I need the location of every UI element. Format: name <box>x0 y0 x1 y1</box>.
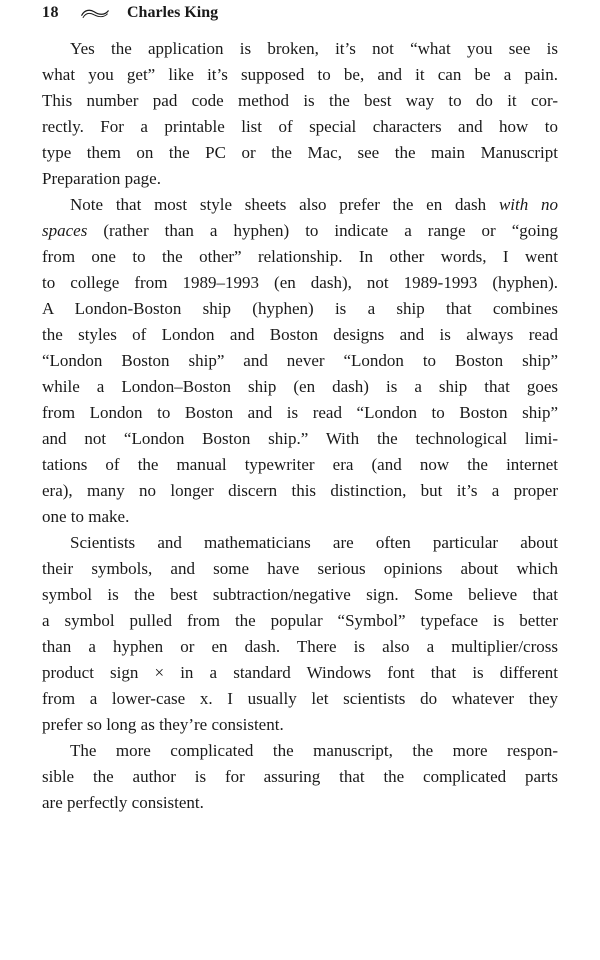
text-line: symbol is the best subtraction/negative sign. Some believe that <box>42 585 558 604</box>
text-line: The more complicated the manuscript, the more respon- <box>70 741 558 760</box>
paragraph <box>42 738 558 816</box>
text-line: while a London–Boston ship (en dash) is a ship that goes <box>42 377 558 396</box>
text-line: are perfectly consistent. <box>42 793 204 812</box>
text-line: Note that most style sheets also prefer the en dash with no <box>70 195 558 214</box>
text-line: era), many no longer discern this distinction, but it’s a proper <box>42 481 558 500</box>
text-line: to college from 1989–1993 (en dash), not 1989-1993 (hyphen). <box>42 273 558 292</box>
text-line: and not “London Boston ship.” With the technological limi- <box>42 429 558 448</box>
text-line: rectly. For a printable list of special characters and how to <box>42 117 558 136</box>
text-line: from a lower-case x. I usually let scientists do whatever they <box>42 689 558 708</box>
text-line: Scientists and mathematicians are often particular about <box>70 533 558 552</box>
text-line: one to make. <box>42 507 130 526</box>
paragraph <box>42 192 558 530</box>
text-line: prefer so long as they’re consistent. <box>42 715 284 734</box>
text-line: a symbol pulled from the popular “Symbol” typeface is better <box>42 611 558 630</box>
paragraph <box>42 530 558 738</box>
paragraph <box>42 36 558 192</box>
text-line: “London Boston ship” and never “London to Boston ship” <box>42 351 558 370</box>
page-number: 18 <box>42 4 59 21</box>
text-line: spaces (rather than a hyphen) to indicate a range or “going <box>42 221 558 240</box>
text-line: tations of the manual typewriter era (and now the internet <box>42 455 558 474</box>
author-name: Charles King <box>127 4 219 21</box>
body-text <box>42 36 558 816</box>
text-line: product sign × in a standard Windows font that is different <box>42 663 558 682</box>
text-line: This number pad code method is the best way to do it cor- <box>42 91 558 110</box>
text-line: from one to the other” relationship. In other words, I went <box>42 247 558 266</box>
text-line: their symbols, and some have serious opinions about which <box>42 559 558 578</box>
text-line: type them on the PC or the Mac, see the main Manuscript <box>42 143 558 162</box>
text-line: A London-Boston ship (hyphen) is a ship that combines <box>42 299 558 318</box>
running-header <box>42 2 558 24</box>
swash-ornament-icon <box>80 7 110 20</box>
text-line: the styles of London and Boston designs and is always read <box>42 325 558 344</box>
text-line: from London to Boston and is read “London to Boston ship” <box>42 403 558 422</box>
text-line: Yes the application is broken, it’s not “what you see is <box>70 39 558 58</box>
text-line: Preparation page. <box>42 169 161 188</box>
text-line: sible the author is for assuring that the complicated parts <box>42 767 558 786</box>
text-line: than a hyphen or en dash. There is also a multiplier/cross <box>42 637 558 656</box>
text-line: what you get” like it’s supposed to be, and it can be a pain. <box>42 65 558 84</box>
